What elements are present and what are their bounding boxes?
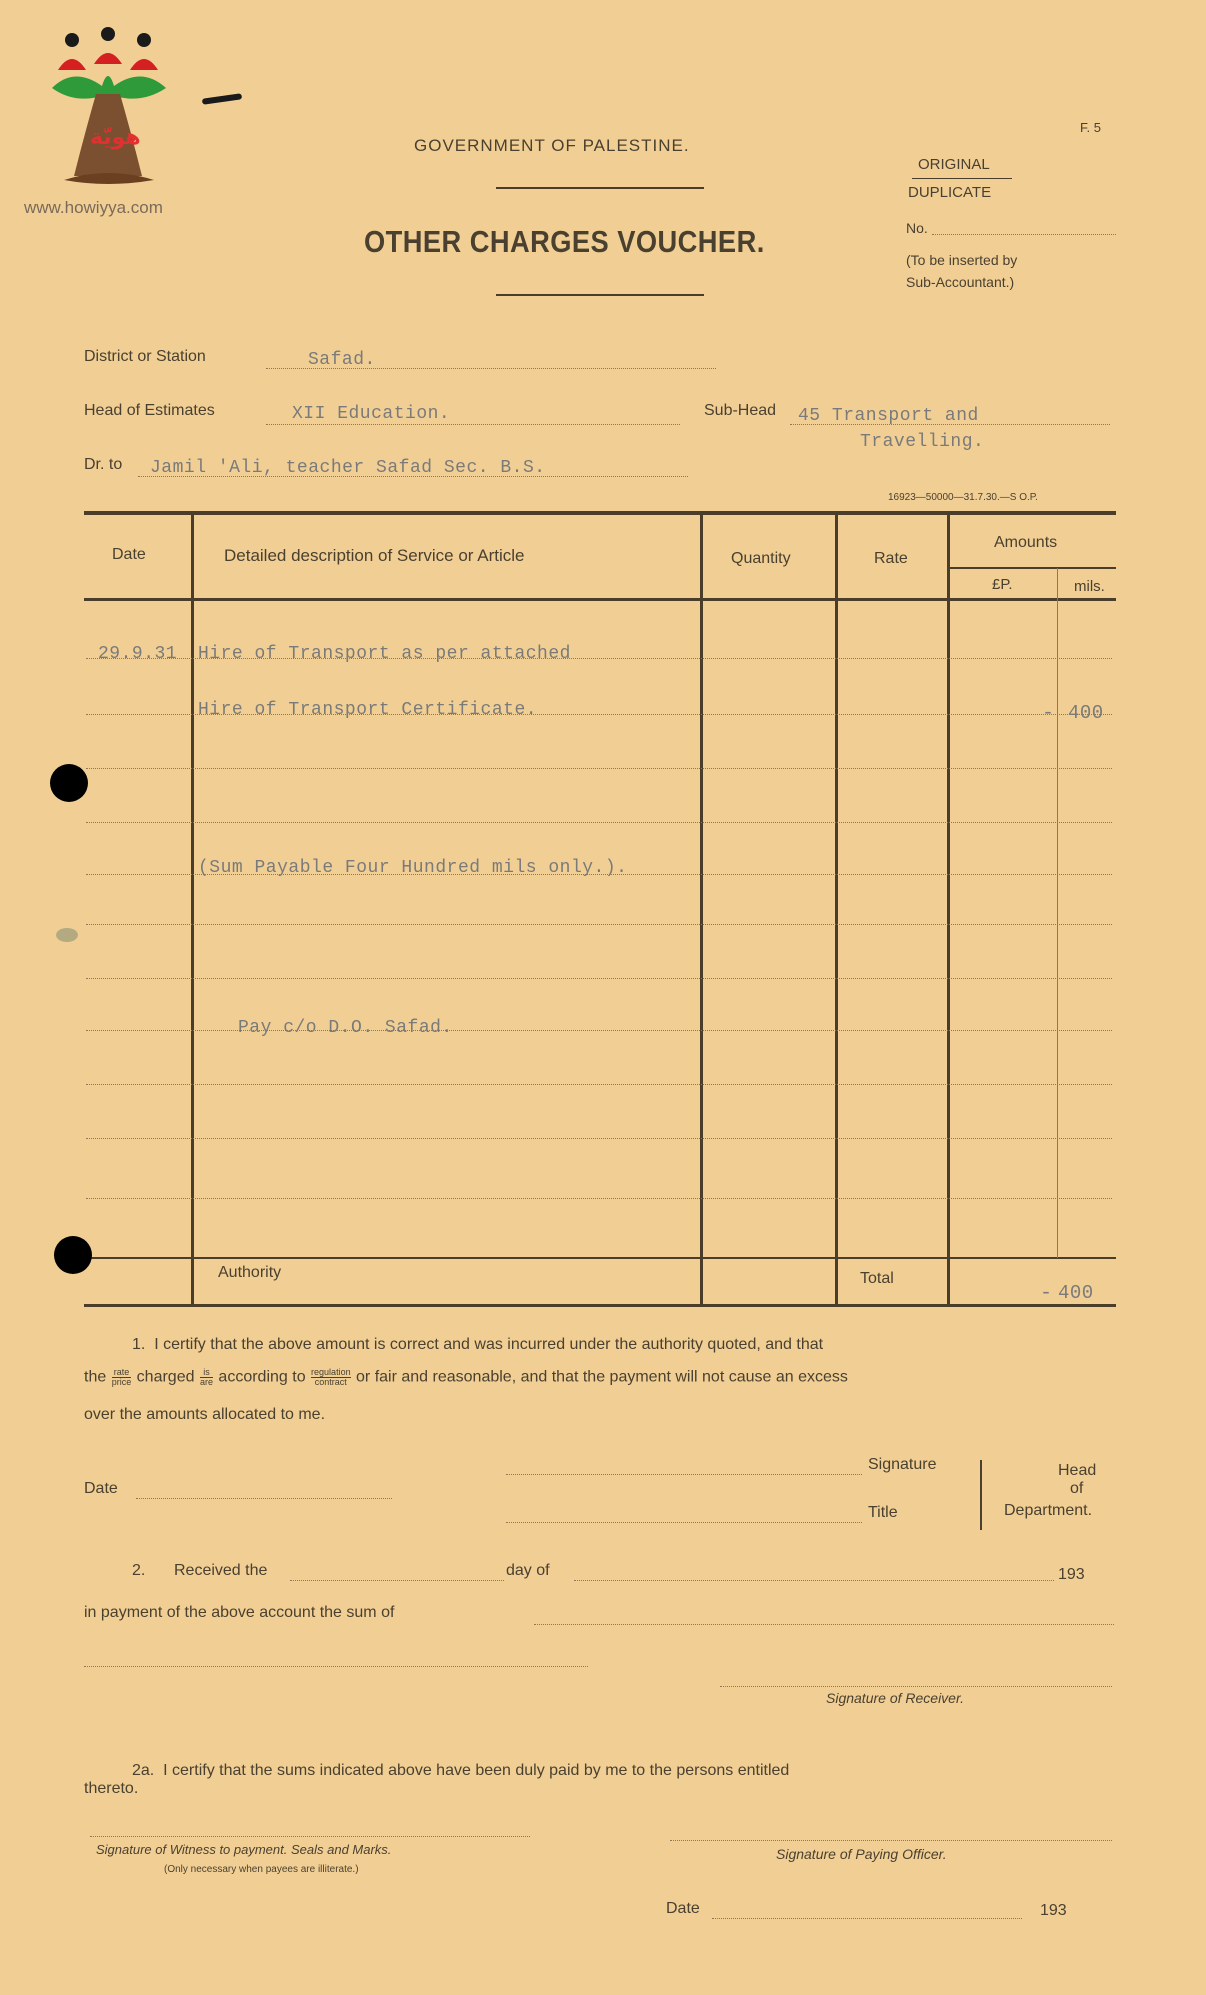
payment-date-label: Date	[666, 1900, 700, 1917]
cert-signature-label: Signature	[868, 1456, 937, 1473]
dr-to-label: Dr. to	[84, 456, 123, 473]
total-lp: -	[1040, 1282, 1053, 1305]
inserted-note-2: Sub-Accountant.)	[906, 274, 1015, 290]
witness-note: (Only necessary when payees are illiterate.)	[164, 1864, 359, 1875]
government-title: GOVERNMENT OF PALESTINE.	[414, 136, 690, 155]
table-footer-rule-top	[84, 1257, 1116, 1259]
row-lp: -	[1042, 702, 1055, 725]
received-the-label: Received the	[174, 1562, 268, 1579]
para1-line2: the $\frac{\text{rate}}{\text{price}}$ charged $\frac{is}{\text{are}}$ according to $\frac{\text{regulation}}{\text{contract}}$ or fair and reasonable, and that the payment will not cause an excess	[84, 1367, 848, 1387]
original-label: ORIGINAL	[918, 156, 990, 173]
col-divider-desc	[700, 513, 703, 1307]
cert-date-label: Date	[84, 1480, 118, 1497]
dr-to-value: Jamil 'Ali, teacher Safad Sec. B.S.	[150, 458, 546, 478]
authority-label: Authority	[218, 1264, 282, 1281]
subhead-label: Sub-Head	[704, 402, 777, 419]
signature-brace	[980, 1460, 982, 1530]
total-label: Total	[860, 1270, 894, 1287]
payment-year: 193	[1040, 1902, 1067, 1919]
district-value: Safad.	[308, 350, 376, 370]
header-lp: £P.	[992, 576, 1013, 593]
header-mils: mils.	[1074, 578, 1105, 595]
receipt-year: 193	[1058, 1566, 1085, 1583]
howiyya-logo	[44, 26, 174, 196]
form-code: F. 5	[1080, 120, 1101, 135]
head-of-estimates-label: Head of Estimates	[84, 402, 215, 419]
para2-num: 2.	[132, 1562, 146, 1579]
signature-of-receiver: Signature of Receiver.	[826, 1690, 964, 1706]
col-divider-date	[191, 513, 194, 1307]
table-footer-rule-bottom	[84, 1304, 1116, 1307]
head-of-estimates-value: XII Education.	[292, 404, 451, 424]
watermark-url: www.howiyya.com	[24, 198, 163, 217]
header-amounts: Amounts	[994, 534, 1058, 551]
row-mils: 400	[1068, 702, 1104, 724]
print-code: 16923—50000—31.7.30.—S O.P.	[888, 492, 1038, 503]
para2a-line1: 2a. I certify that the sums indicated above have been duly paid by me to the persons entitled	[132, 1762, 790, 1779]
total-mils: 400	[1058, 1282, 1094, 1304]
row-description: Hire of Transport as per attached	[198, 644, 571, 664]
table-header-rule	[84, 598, 1116, 601]
duplicate-label: DUPLICATE	[908, 184, 992, 201]
header-rate: Rate	[874, 550, 908, 567]
col-divider-rate	[947, 513, 950, 1307]
col-divider-mils	[1057, 568, 1058, 1258]
department-label: Department.	[1004, 1502, 1093, 1519]
row-description: (Sum Payable Four Hundred mils only.).	[198, 858, 628, 878]
row-description: Pay c/o D.O. Safad.	[238, 1018, 453, 1038]
punch-hole-icon	[54, 1236, 92, 1274]
row-description: Hire of Transport Certificate.	[198, 700, 538, 720]
header-rule-bottom	[496, 294, 704, 296]
amounts-subheader-rule	[948, 567, 1116, 569]
in-payment-label: in payment of the above account the sum of	[84, 1604, 395, 1621]
para1-line1: 1. I certify that the above amount is correct and was incurred under the authority quoted, and that	[132, 1336, 824, 1353]
district-label: District or Station	[84, 348, 206, 365]
para1-line3: over the amounts allocated to me.	[84, 1406, 326, 1423]
col-divider-qty	[835, 513, 838, 1307]
no-label: No.	[906, 220, 928, 236]
of-label: of	[1070, 1480, 1084, 1497]
top-mark-icon	[202, 93, 242, 105]
signature-of-paying-officer: Signature of Paying Officer.	[776, 1846, 947, 1862]
subhead-value-1: 45 Transport and	[798, 406, 979, 426]
header-rule-top	[496, 187, 704, 189]
header-quantity: Quantity	[731, 550, 791, 567]
punch-hole-icon	[50, 764, 88, 802]
cert-title-label: Title	[868, 1504, 898, 1521]
stain-mark-icon	[56, 928, 78, 942]
logo-text: هويّة	[90, 124, 141, 149]
voucher-title: OTHER CHARGES VOUCHER.	[364, 224, 765, 259]
signature-of-witness: Signature of Witness to payment. Seals and Marks.	[96, 1842, 392, 1857]
tree-logo-icon	[44, 26, 174, 196]
para2a-line2: thereto.	[84, 1780, 139, 1797]
original-underline	[912, 178, 1012, 179]
day-of-label: day of	[506, 1562, 550, 1579]
table-top-rule	[84, 511, 1116, 515]
inserted-note-1: (To be inserted by	[906, 252, 1018, 268]
header-description: Detailed description of Service or Article	[224, 546, 525, 565]
row-date: 29.9.31	[98, 644, 178, 664]
head-label: Head	[1058, 1462, 1097, 1479]
header-date: Date	[112, 546, 146, 563]
subhead-value-2: Travelling.	[860, 432, 985, 452]
